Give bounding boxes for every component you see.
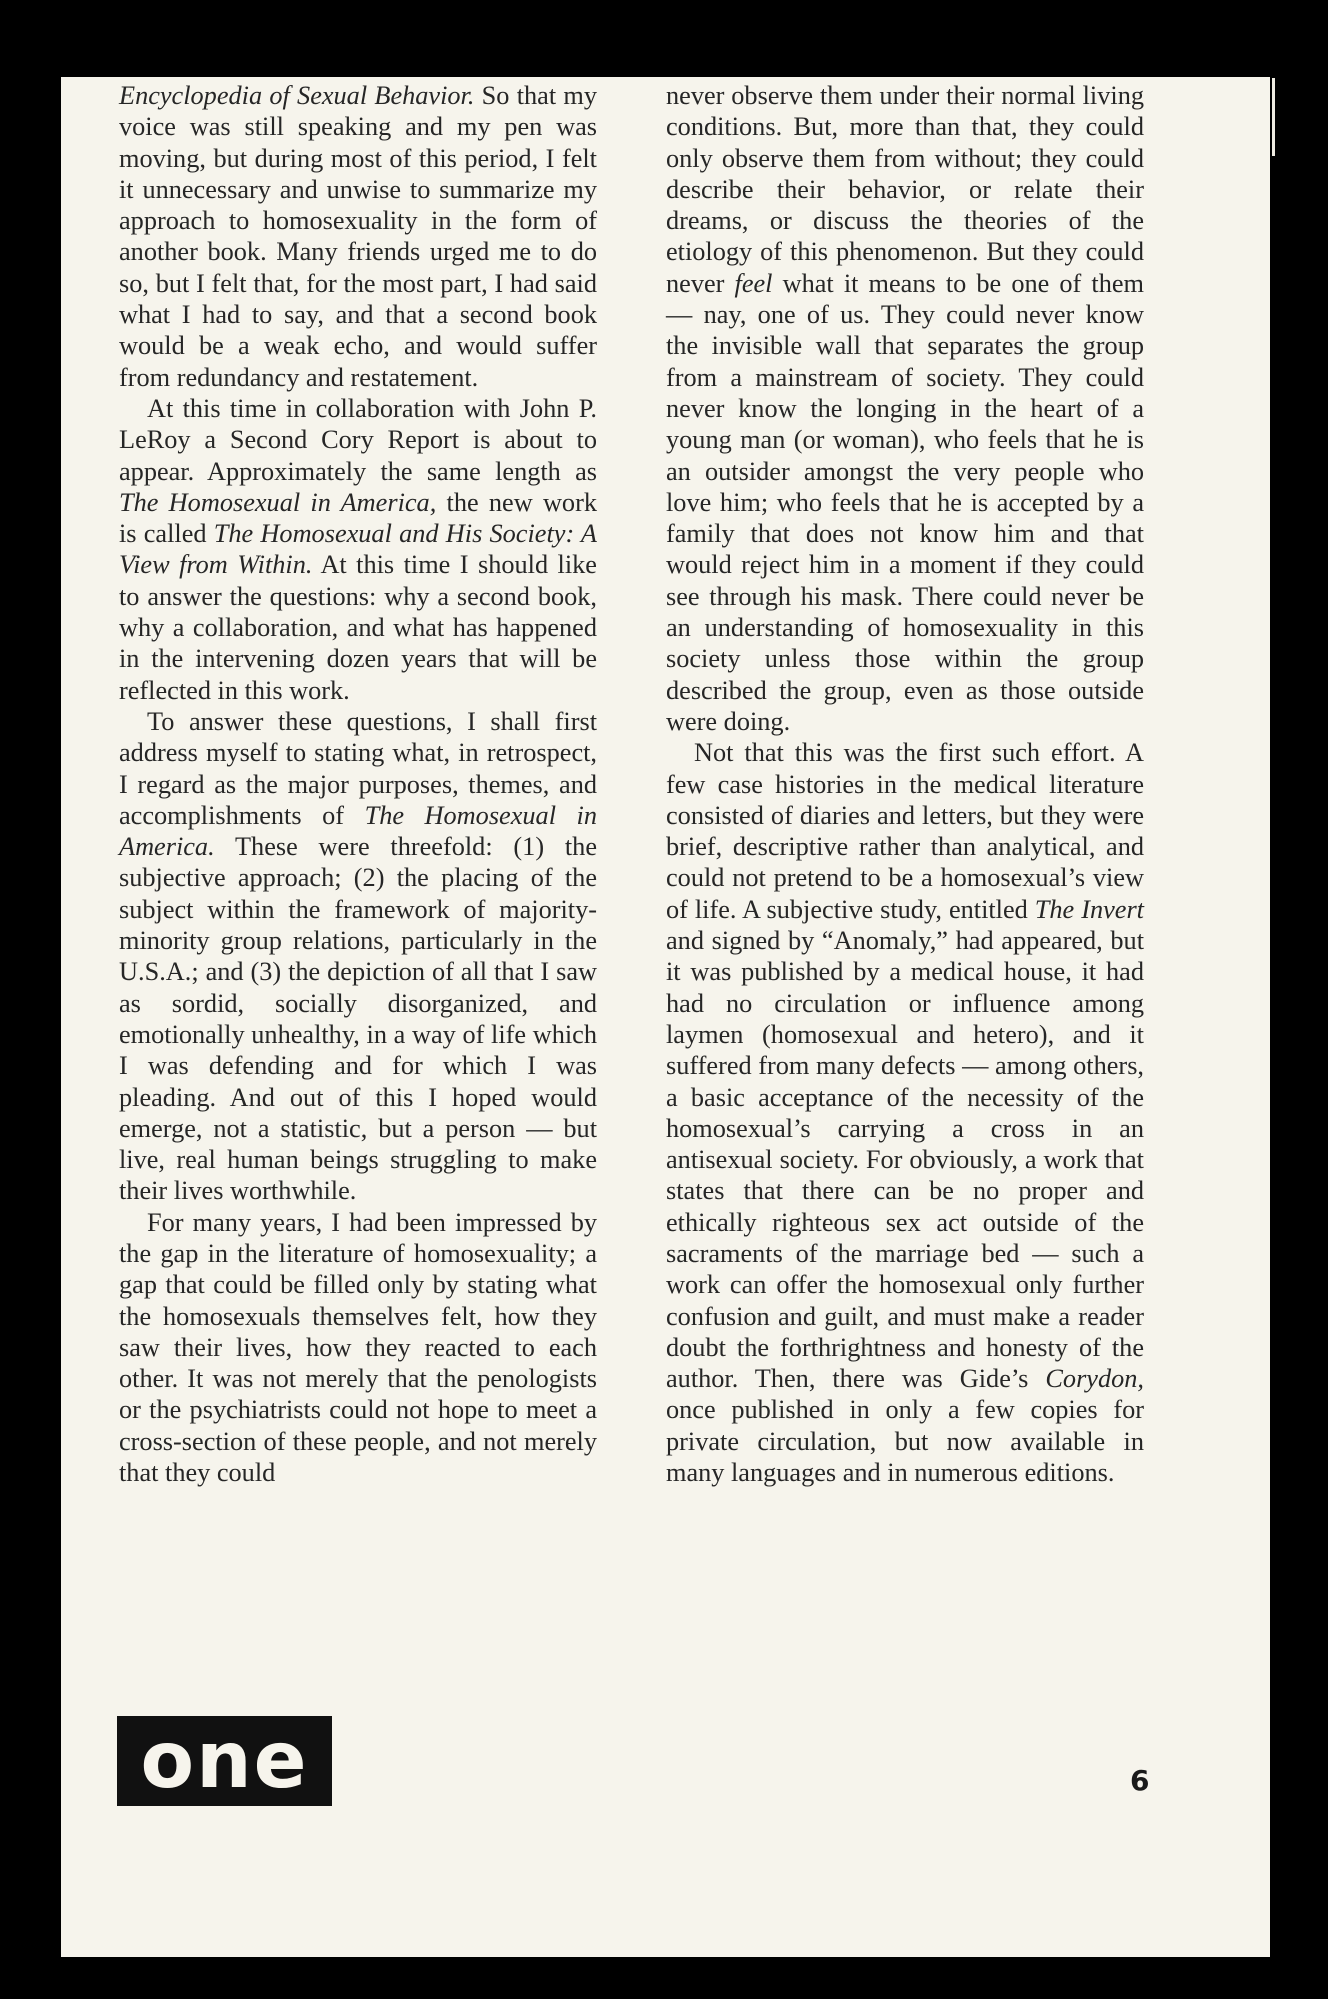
book-title: The Invert: [1034, 894, 1144, 924]
paragraph: [119, 80, 597, 393]
text-run: At this time in collaboration with John P. LeRoy a Second Cory Report is about to appear. Approximately the same length as: [119, 393, 597, 486]
paragraph: [119, 706, 597, 1207]
paragraph: [666, 80, 1144, 737]
text-run: never observe them under their normal living conditions. But, more than that, they could only observe them from without; they could describe their behavior, or relate their dreams, or discuss the theories of the etiology of this phenomenon. But they could never: [666, 81, 1144, 298]
paragraph: [666, 737, 1144, 1488]
left-text-column: [119, 80, 597, 1488]
book-title: The Homosexual in America,: [119, 487, 437, 517]
book-title: The Homosexual and His Society: A View from Within.: [119, 519, 598, 580]
text-run: and signed by “Anomaly,” had appeared, but it was published by a medical house, it had had no circulation or influence among laymen (homosexual and hetero), and it suffered from many defects — among others, a basic acceptance of the necessity of the homosexual’s carrying a cross in an antisexual society. For obviously, a work that states that there can be no proper and ethically righteous sex act outside of the sacraments of the marriage bed — such a work can offer the homosexual only further confusion and guilt, and must make a reader doubt the forthrightness and honesty of the author. Then, there was Gide’s: [666, 926, 1144, 1394]
text-run: Not that this was the first such effort. A few case histories in the medical literature consisted of diaries and letters, but they were brief, descriptive rather than analytical, and could not pretend to be a homosexual’s view of life. A subjective study, entitled: [666, 738, 1144, 924]
paragraph: [119, 393, 597, 706]
magazine-logo: one: [117, 1716, 332, 1806]
book-title: Encyclopedia of Sexual Behavior.: [119, 81, 475, 110]
page-edge-mark: [1272, 78, 1275, 156]
text-run: At this time I should like to answer the questions: why a second book, why a collaboration, and what has happened in the intervening dozen years that will be reflected in this work.: [119, 550, 597, 705]
text-run: To answer these questions, I shall first address myself to stating what, in retrospect, I regard as the major purposes, themes, and accomplishments of: [119, 706, 597, 830]
book-title: Corydon,: [1045, 1364, 1144, 1394]
emphasis: feel: [734, 268, 773, 298]
right-text-column: [666, 80, 1144, 1488]
text-run: These were threefold: (1) the subjective approach; (2) the placing of the subject within the framework of majority-minority group relations, particularly in the U.S.A.; and (3) the depiction of all that I saw as sordid, socially disorganized, and emotionally unhealthy, in a way of life which I was defending and for which I was pleading. And out of this I hoped would emerge, not a statistic, but a person — but live, real human beings struggling to make their lives worthwhile.: [119, 832, 597, 1206]
page-number: 6: [1130, 1764, 1150, 1797]
paragraph: For many years, I had been impressed by the gap in the literature of homosexuality; a gap that could be filled only by stating what the homosexuals themselves felt, how they saw their lives, how they reacted to each other. It was not merely that the penologists or the psychiatrists could not hope to meet a cross-section of these people, and not merely that they could: [119, 1207, 597, 1488]
book-title: The Homosexual in America.: [119, 800, 597, 862]
text-run: So that my voice was still speaking and my pen was moving, but during most of this period, I felt it unnecessary and unwise to summarize my approach to homosexuality in the form of another book. Many friends urged me to do so, but I felt that, for the most part, I had said what I had to say, and that a second book would be a weak echo, and would suffer from redundancy and restatement.: [119, 81, 597, 392]
text-run: the new work is called: [119, 487, 597, 549]
text-run: what it means to be one of them — nay, one of us. They could never know the invisible wall that separates the group from a mainstream of society. They could never know the longing in the heart of a young man (or woman), who feels that he is an outsider amongst the very people who love him; who feels that he is accepted by a family that does not know him and that would reject him in a moment if they could see through his mask. There could never be an understanding of homosexuality in this society unless those within the group described the group, even as those outside were doing.: [666, 268, 1144, 736]
text-run: once published in only a few copies for private circulation, but now available in many languages and in numerous editions.: [666, 1395, 1144, 1488]
